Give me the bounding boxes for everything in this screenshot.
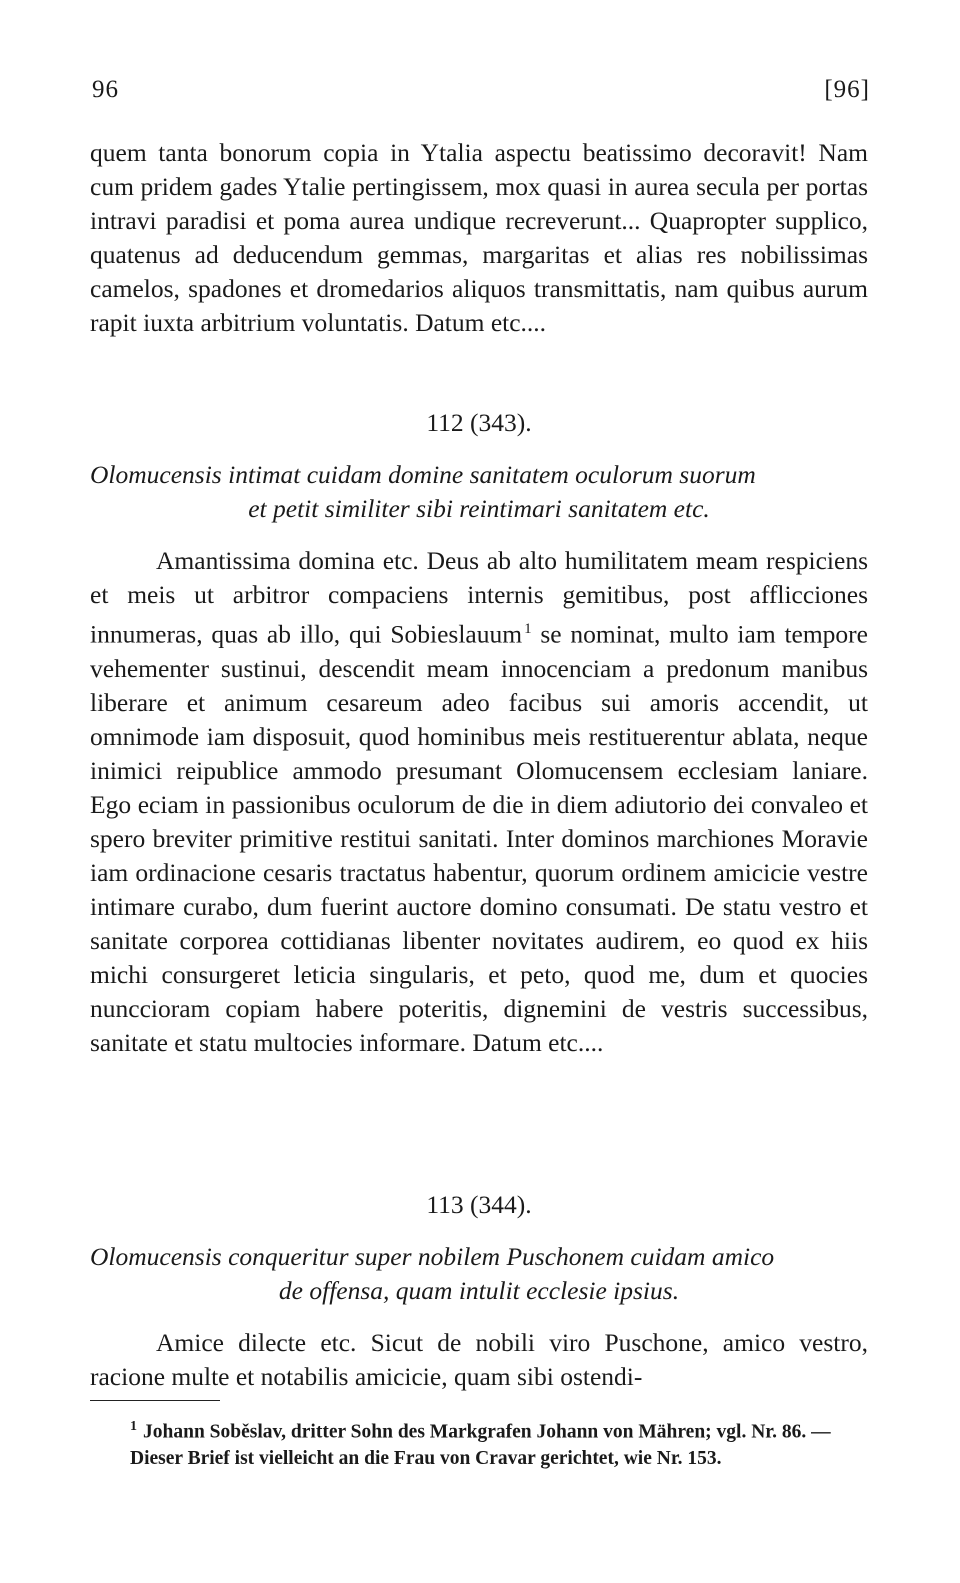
letter-113-paragraph: Amice dilecte etc. Sicut de nobili viro Puschone, amico vestro, racione multe et notabilis amicicie, quam sibi ostendi- [90, 1328, 868, 1391]
letter-112-text-part1: Amantissima domina etc. Deus ab alto humilitatem meam respiciens et meis ut arbitror compaciens internis gemitibus, post afflicciones innumeras, quas ab illo, qui Sobieslauum [90, 546, 868, 649]
letter-113-body [90, 1326, 868, 1394]
footnote-reference[interactable]: 1 [524, 621, 532, 637]
letter-113-summary [90, 1240, 868, 1308]
footnotes [130, 1414, 868, 1472]
letter-112-text-part2: se nominat, multo iam tempore vehementer sustinui, descendit meam innocenciam a predonum manibus liberare et animum cesareum adeo facibus sui amoris accendit, ut omnimode iam disposuit, quod hominibus meis restituerentur ablata, neque inimici reipublice ammodo presumant Olomucensem ecclesiam laniare. Ego eciam in passionibus oculorum de die in diem adiutorio dei convaleo et spero breviter primitive restitui sanitati. Inter dominos marchiones Moravie iam ordinacione cesaris tractatus habentur, quorum ordinem amicicie vestre intimare curabo, dum fuerint auctore domino consumati. De statu vestro et sanitate corporea cottidianas libenter novitates audirem, eo quod ex hiis michi consurgeret leticia singularis, et peto, quod me, dum et quocies nunccioram copiam habere poteritis, dignemini de vestris successibus, sanitate et statu multocies informare. Datum etc.... [90, 619, 868, 1057]
running-head [92, 76, 870, 108]
letter-112-paragraph [90, 544, 868, 1060]
continuation-paragraph [90, 136, 868, 340]
letter-112-summary-line2: et petit similiter sibi reintimari sanitatem etc. [248, 494, 710, 523]
page-number-bracketed: [96] [824, 76, 870, 103]
footnote-text: Johann Soběslav, dritter Sohn des Markgrafen Johann von Mähren; vgl. Nr. 86. — Dieser Brief ist vielleicht an die Frau von Cravar gerichtet, wie Nr. 153. [130, 1421, 831, 1469]
letter-112-summary-line1: Olomucensis intimat cuidam domine sanitatem oculorum suorum [90, 460, 756, 489]
letter-113-summary-line2: de offensa, quam intulit ecclesie ipsius. [278, 1276, 680, 1305]
letter-113-summary-line1: Olomucensis conqueritur super nobilem Puschonem cuidam amico [90, 1242, 775, 1271]
continuation-text: quem tanta bonorum copia in Ytalia aspectu beatissimo decoravit! Nam cum pridem gades Ytalie pertingissem, mox quasi in aurea secula per portas intravi paradisi et poma aurea undique recreverunt... Quapropter supplico, quatenus ad deducendum gemmas, margaritas et alias res nobilissimas camelos, spadones et dromedarios aliquos transmittatis, nam quibus aurum rapit iuxta arbitrium voluntatis. Datum etc.... [90, 138, 868, 337]
letter-113-heading: 113 (344). [426, 1190, 532, 1219]
letter-112-heading: 112 (343). [426, 408, 532, 437]
footnote-divider [90, 1400, 220, 1401]
page-number: 96 [92, 76, 119, 103]
letter-112-body [90, 544, 868, 1060]
footnote-item [130, 1414, 868, 1472]
footnote-mark: 1 [130, 1419, 137, 1434]
letter-112-summary [90, 458, 868, 526]
